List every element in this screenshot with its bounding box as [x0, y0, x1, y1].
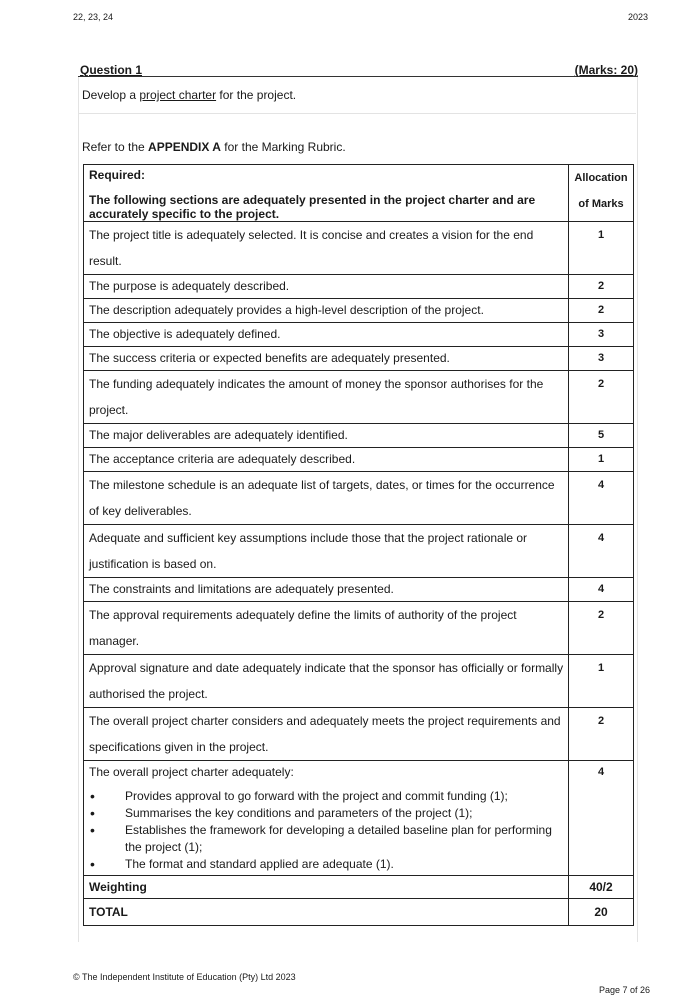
table-row — [84, 602, 634, 655]
question-title: Question 1 — [80, 63, 143, 77]
criterion-text: Approval signature and date adequately indicate that the sponsor has officially or formally authorised the project. — [84, 655, 569, 708]
total-value: 20 — [569, 899, 634, 926]
table-header-row — [84, 165, 634, 222]
total-row — [84, 899, 634, 926]
header-codes: 22, 23, 24 — [73, 12, 114, 22]
criterion-text: The major deliverables are adequately identified. — [84, 424, 569, 448]
instruction-link: project charter — [139, 88, 217, 102]
marking-rubric-table — [83, 164, 634, 926]
criterion-marks: 3 — [569, 347, 634, 371]
criterion-marks: 2 — [569, 275, 634, 299]
instruction-text — [82, 88, 296, 102]
overall-intro: The overall project charter adequately: — [89, 765, 294, 779]
footer-copyright: © The Independent Institute of Education (Pty) Ltd 2023 — [73, 972, 296, 982]
list-item: • The format and standard applied are adequate (1). — [89, 856, 564, 873]
refer-appendix: APPENDIX A — [148, 140, 221, 154]
criterion-text: The acceptance criteria are adequately described. — [84, 448, 569, 472]
overall-marks: 4 — [569, 761, 634, 876]
criterion-text: The funding adequately indicates the amount of money the sponsor authorises for the project. — [84, 371, 569, 424]
criterion-text: The overall project charter considers and adequately meets the project requirements and specifications given in the project. — [84, 708, 569, 761]
overall-row — [84, 761, 634, 876]
criterion-marks: 1 — [569, 655, 634, 708]
allocation-line1: Allocation — [574, 172, 628, 184]
criterion-marks: 1 — [569, 448, 634, 472]
total-label: TOTAL — [84, 899, 569, 926]
table-row — [84, 578, 634, 602]
table-row — [84, 525, 634, 578]
table-row — [84, 424, 634, 448]
required-cell — [84, 165, 569, 222]
weighting-value: 40/2 — [569, 876, 634, 899]
overall-bullet-list — [89, 788, 564, 873]
criterion-text: The approval requirements adequately define the limits of authority of the project manager. — [84, 602, 569, 655]
criterion-marks: 2 — [569, 708, 634, 761]
overall-cell — [84, 761, 569, 876]
required-label: Required: — [89, 168, 146, 182]
refer-suffix: for the Marking Rubric. — [220, 140, 346, 154]
table-row — [84, 655, 634, 708]
header-year: 2023 — [627, 12, 648, 22]
list-item: • Provides approval to go forward with the project and commit funding (1); — [89, 788, 564, 805]
instruction-suffix: for the project. — [216, 88, 297, 102]
criterion-marks: 3 — [569, 323, 634, 347]
table-row — [84, 472, 634, 525]
table-row — [84, 275, 634, 299]
criterion-text: Adequate and sufficient key assumptions include those that the project rationale or justification is based on. — [84, 525, 569, 578]
table-row — [84, 347, 634, 371]
criterion-text: The success criteria or expected benefits are adequately presented. — [84, 347, 569, 371]
allocation-header — [569, 165, 634, 222]
criterion-marks: 4 — [569, 525, 634, 578]
question-header — [78, 60, 638, 77]
criterion-text: The milestone schedule is an adequate list of targets, dates, or times for the occurrence of key deliverables. — [84, 472, 569, 525]
criterion-text: The description adequately provides a high-level description of the project. — [84, 299, 569, 323]
criterion-marks: 4 — [569, 578, 634, 602]
refer-text — [82, 140, 346, 154]
allocation-line2: of Marks — [578, 198, 624, 210]
criterion-text: The constraints and limitations are adequately presented. — [84, 578, 569, 602]
list-item: • Summarises the key conditions and parameters of the project (1); — [89, 805, 564, 822]
weighting-row — [84, 876, 634, 899]
table-row — [84, 323, 634, 347]
criterion-marks: 2 — [569, 602, 634, 655]
instruction-prefix: Develop a — [82, 88, 140, 102]
criterion-marks: 2 — [569, 299, 634, 323]
question-marks: (Marks: 20) — [574, 63, 638, 77]
table-row — [84, 222, 634, 275]
table-row — [84, 299, 634, 323]
criterion-marks: 2 — [569, 371, 634, 424]
list-item: • Establishes the framework for developing a detailed baseline plan for performing the project (1); — [89, 822, 564, 856]
criterion-text: The project title is adequately selected. It is concise and creates a vision for the end result. — [84, 222, 569, 275]
criterion-text: The objective is adequately defined. — [84, 323, 569, 347]
refer-prefix: Refer to the — [82, 140, 149, 154]
criterion-marks: 5 — [569, 424, 634, 448]
table-row — [84, 448, 634, 472]
table-row — [84, 371, 634, 424]
table-row — [84, 708, 634, 761]
criterion-marks: 4 — [569, 472, 634, 525]
required-text: The following sections are adequately presented in the project charter and are accurately specific to the project. — [89, 193, 536, 221]
criterion-text: The purpose is adequately described. — [84, 275, 569, 299]
footer-page-number: Page 7 of 26 — [598, 985, 650, 995]
criterion-marks: 1 — [569, 222, 634, 275]
divider — [78, 113, 636, 114]
weighting-label: Weighting — [84, 876, 569, 899]
